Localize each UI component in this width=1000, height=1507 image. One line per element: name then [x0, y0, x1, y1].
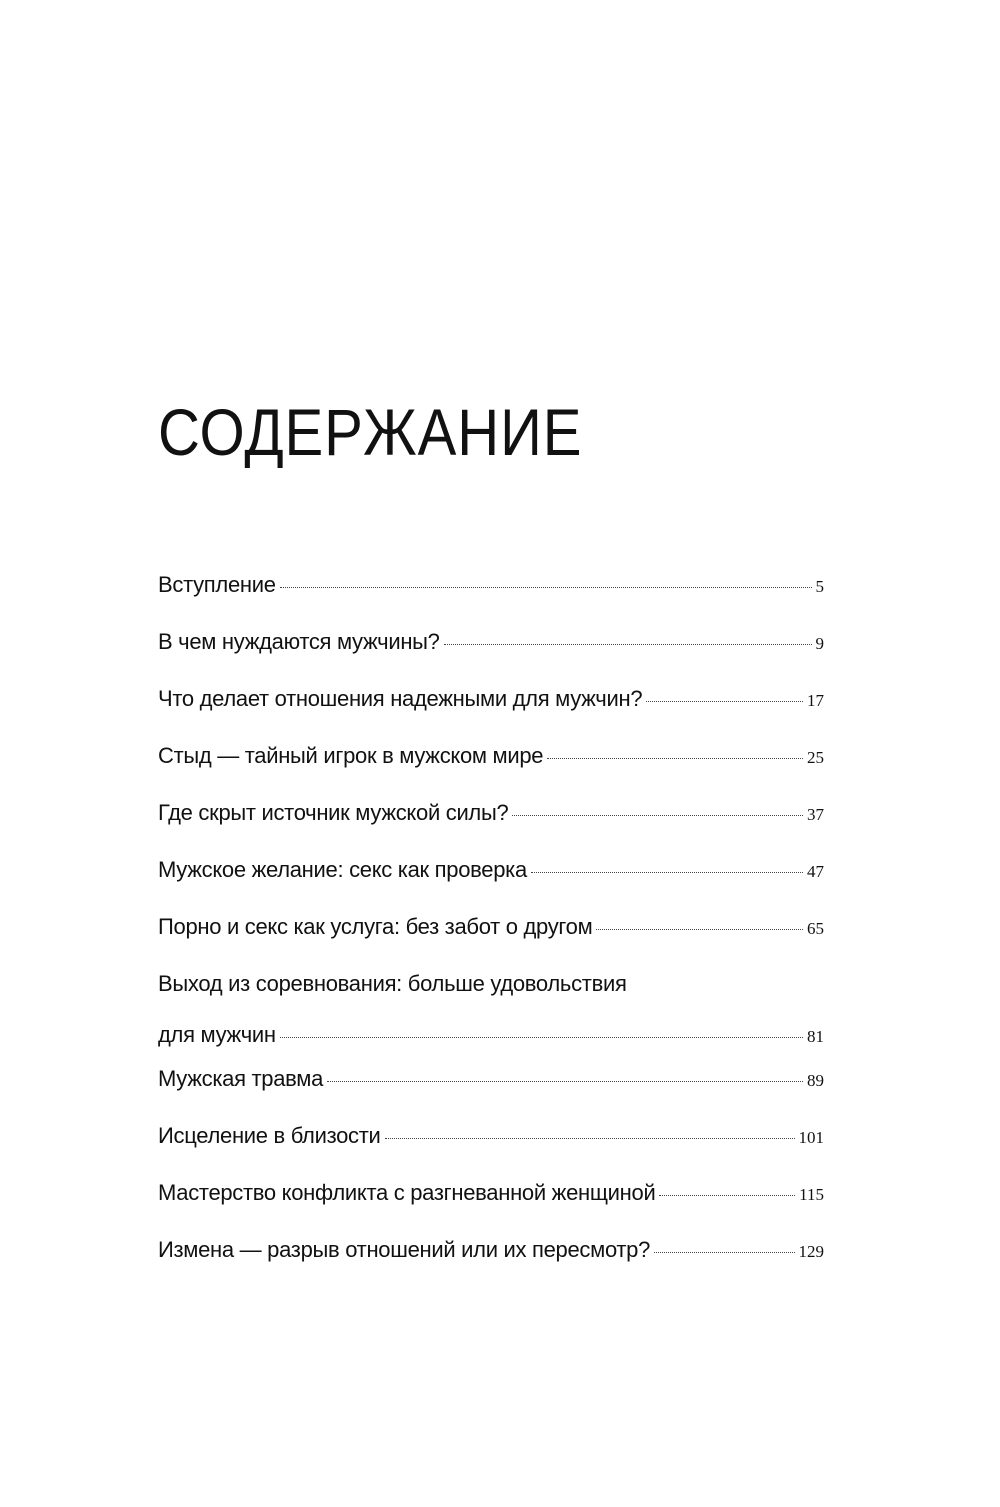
entry-title-line2: для мужчин [158, 1021, 276, 1047]
page-title: СОДЕРЖАНИЕ [158, 395, 583, 469]
entry-title: Мужская травма [158, 1066, 324, 1091]
toc-entry[interactable] [158, 1178, 824, 1235]
page-number: 129 [798, 1242, 824, 1261]
entry-title: В чем нуждаются мужчины? [158, 629, 440, 654]
page-number: 81 [807, 1026, 824, 1046]
dot-leader [327, 1081, 803, 1082]
table-of-contents [158, 570, 824, 1292]
entry-title: Вступление [158, 572, 276, 597]
toc-entry[interactable] [158, 570, 824, 627]
entry-title: Мужское желание: секс как проверка [158, 857, 527, 882]
page-number: 5 [815, 577, 824, 596]
page-number: 65 [807, 919, 824, 938]
dot-leader [280, 587, 812, 588]
entry-title-line1: Выход из соревнования: больше удовольствия [158, 971, 627, 996]
dot-leader [547, 758, 803, 759]
page-number: 17 [807, 691, 824, 710]
dot-leader [596, 929, 803, 930]
dot-leader [444, 644, 812, 645]
toc-entry[interactable] [158, 855, 824, 912]
entry-title: Измена — разрыв отношений или их пересмотр? [158, 1237, 651, 1262]
toc-entry[interactable] [158, 969, 824, 1064]
dot-leader [385, 1138, 795, 1139]
page-number: 25 [807, 748, 824, 767]
entry-title: Исцеление в близости [158, 1123, 381, 1148]
toc-entry[interactable] [158, 1121, 824, 1178]
toc-entry[interactable] [158, 912, 824, 969]
entry-title: Мастерство конфликта с разгневанной женщиной [158, 1180, 656, 1205]
page-number: 115 [799, 1185, 824, 1204]
page-number: 9 [815, 634, 824, 653]
entry-title: Порно и секс как услуга: без забот о другом [158, 914, 593, 939]
dot-leader [512, 815, 803, 816]
dot-leader [531, 872, 803, 873]
dot-leader [654, 1252, 794, 1253]
toc-entry[interactable] [158, 1235, 824, 1292]
entry-title: Стыд — тайный игрок в мужском мире [158, 743, 544, 768]
page-number: 37 [807, 805, 824, 824]
dot-leader [659, 1195, 795, 1196]
toc-entry[interactable] [158, 1064, 824, 1121]
dot-leader [280, 1037, 803, 1038]
toc-entry[interactable] [158, 741, 824, 798]
dot-leader [646, 701, 803, 702]
entry-title: Где скрыт источник мужской силы? [158, 800, 509, 825]
toc-entry[interactable] [158, 798, 824, 855]
entry-title: Что делает отношения надежными для мужчин? [158, 686, 643, 711]
toc-entry[interactable] [158, 684, 824, 741]
toc-entry[interactable] [158, 627, 824, 684]
page-number: 89 [807, 1071, 824, 1090]
page-number: 47 [807, 862, 824, 881]
page-number: 101 [798, 1128, 824, 1147]
